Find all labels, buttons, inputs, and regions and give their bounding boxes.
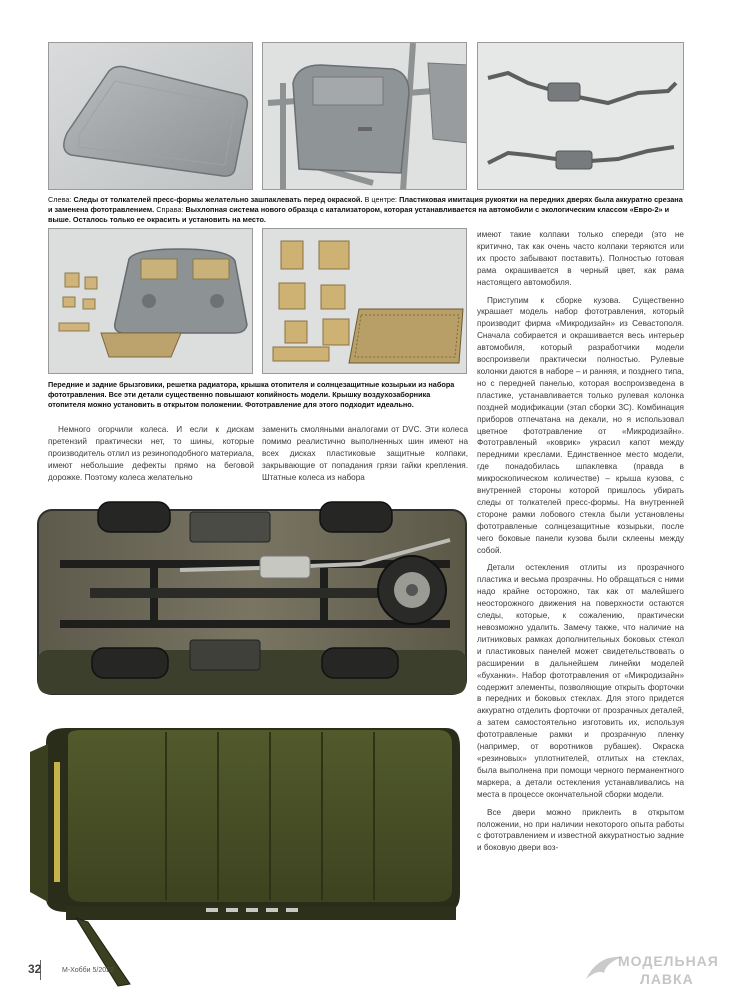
chassis-image [30,500,470,708]
door-sprue-image [263,43,467,190]
magazine-issue: М-Хобби 5/2022 [62,967,114,974]
photo-roof-top-view [26,722,466,988]
caption-middle: Передние и задние брызговики, решетка радиатора, крышка отопителя и солнцезащитные козырьки из набора фототравления. Все эти детали существенно повышают копийность модели. Крышку воздухозаборника отопителя можно установить в открытом положении. Фототравление для этого подходит идеально. [48,380,455,409]
roof-panel-image [49,43,253,190]
etched-parts-image [263,229,467,374]
watermark-logo [584,947,734,993]
paragraph: имеют такие колпаки только спереди (это не критично, так как очень часто колпаки теряются или их просто забывают поставить). Полностью готовая рама окрашивается в черный цвет, как рама настоящего автомобиля. [477,230,684,287]
paragraph: Все двери можно приклеить в открытом положении, но при наличии некоторого опыта работы с фототравлением и известной аккуратностью задние и боковую двери воз- [477,807,684,853]
caption-label-right: Справа: [156,205,184,214]
text-column-middle [262,424,468,484]
caption-top [48,195,684,225]
paragraph: Детали остекления отлиты из прозрачного пластика и весьма прозрачны. Но обращаться с ними надо крайне осторожно, так как от малейшего неосторожного движения на поверхности остаются следы, которые, к сожалению, практически невозможно удалить. Замечу также, что наличие на литниковых рамках дополнительных боковых стекол и пластиковых панелей может свидетельствовать о расширении в дальнейшем линейки моделей «буханки». Набор фототравления от «Микродизайн» содержит элементы, позволяющие открыть форточки в передних и боковых стеклах. Для этого придется аккуратно отделить форточки от прозрачных деталей, а затем самостоятельно изготовить их, используя фототравленые рамки и прозрачную пленку (например, от воротников рубашек). Окраска «резиновых» уплотнителей, отлитых на стеклах, была выполнена при помощи черного перманентного маркера, а детали остекления устанавливались на места в процессе окончательной сборки модели. [477,563,684,799]
front-mask-image [49,229,253,374]
caption-text-right: Выхлопная система нового образца с катализатором, которая устанавливается на автомобили с экологическим классом «Евро-2» и выше. Осталось только ее окрасить и установить на место. [48,205,670,224]
exhaust-image [478,43,684,190]
page-number: 32 [28,962,42,976]
photo-roof-panel [48,42,253,190]
photo-door-sprue [262,42,467,190]
paragraph: заменить смоляными аналогами от DVC. Эти колеса помимо реалистично выполненных шин имеют на всех дисках пластиковые защитные колпаки, закрывающие от попадания грязи гайки крепления. Штатные колеса из набора [262,425,468,482]
text-column-left [48,424,254,484]
watermark-line-2: ЛАВКА [640,971,694,987]
photo-etched-parts [262,228,467,374]
caption-label-center: В центре: [364,195,398,204]
photo-exhaust-system [477,42,684,190]
photo-chassis-underside [30,500,470,708]
photo-front-mask [48,228,253,374]
watermark-line-1: МОДЕЛЬНАЯ [618,953,719,969]
paragraph: Немного огорчили колеса. И если к дискам претензий практически нет, то шины, которые производитель отлил из резиноподобного материала, имеют небольшие дефекты прямо на беговой дорожке. Поэтому колеса желательно [48,425,254,482]
caption-label-left: Слева: [48,195,72,204]
paragraph: Приступим к сборке кузова. Существенно украшает модель набор фототравления, который производит фирма «Микродизайн» из Севастополя. Сначала собирается и окрашивается весь интерьер автомобиля, который разработчики модели воспроизвели практически полностью. Рулевые колонки даются в наборе – и ранняя, и позднего типа, но с передней панелью, которая воспроизведена в пластике, устанавливается только рулевая колонка поздней модификации (этап сборки 3С). Комбинация приборов отпечатана на декали, но я использовал цветное фототравление от «Микродизайн». Фототравленый «коврик» украсил капот между передними креслами. Единственное место модели, где понадобилась шпаклевка (правда в микроскопическом количестве) – крыша кузова, с внутренней стороны которой пришлось убирать следы от толкателей пресс-формы. На внутренней стороне рамки лобового стекла были установлены фототравленые солнцезащитные козырьки, после чего боковые панели кузова были склеены между собой. [477,295,684,555]
caption-text-center: Пластиковая имитация рукоятки на передних дверях была аккуратно срезана и заменена фототравлением. [48,195,683,214]
caption-text-left: Следы от толкателей пресс-формы желательно зашпаклевать перед окраской. [73,195,363,204]
roof-top-image [26,722,466,988]
text-column-right [477,229,684,854]
